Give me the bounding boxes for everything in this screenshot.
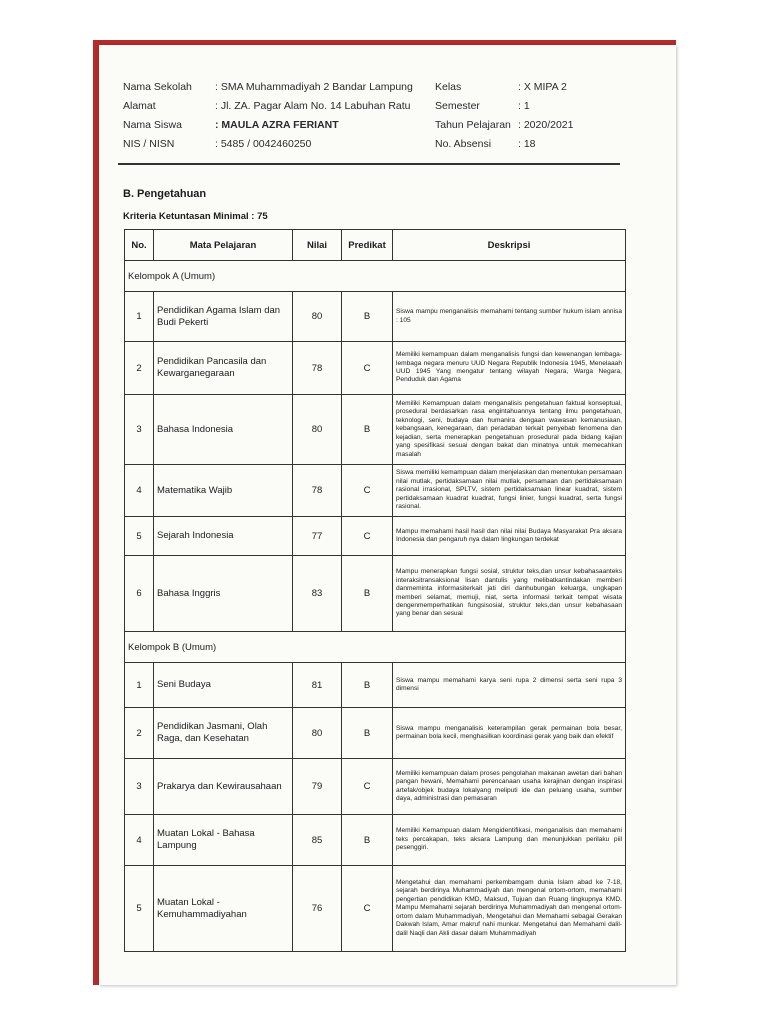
label-kelas: Kelas [435,81,462,93]
table-row [125,342,626,395]
grade: B [342,395,393,465]
table-row [125,815,626,866]
subject-name: Seni Budaya [154,663,293,708]
header-labels-right [435,78,511,154]
table-row [125,395,626,465]
grade: C [342,342,393,395]
header-values-right [518,78,573,154]
grade: B [342,663,393,708]
description: Memiliki Kemampuan dalam menganalisis pengetahuan faktual konseptual, prosedural berdasarkan rasa engintahuannya tentang ilmu pengetahuan, teknologi, seni, budaya dan humanira dengaan wawasan kemanusiaan, kebangsaan, kenegaraan, dan peradaban terkait penyebab fenomena dan kejadian, serta menerapkan pengetahuan prosedural pada bidang kajian yang spesifikasi sesuai dengan bakat dan minatnya untuk memecahkan masalah [393,395,626,465]
label-alamat: Alamat [123,100,156,112]
row-number: 5 [125,517,154,556]
col-predikat: Predikat [342,230,393,261]
group-row [125,261,626,292]
table-row [125,292,626,342]
description: Mengetahui dan memahami perkembamgam dunia Islam abad ke 7-18, sejarah berdirinya Muhammadiyah dan mengenal ortom-ortom, memahami pengertian pendidikan KMD, Maksud, Tujuan dan Ruang lingkupnya KMD. Mampu Memahami sejarah berdirinya Muhammadiyah dan mengenal ortom-ortom dalam Muhammadiyah, Mengetahui dan Memahami sebagai Gerakan Dakwah Islam, Amar makruf nahi munkar. Mengetahui dan Memahami dalil-dalil Naqli dan Akli dasar dalam Muhammadiyah [393,866,626,952]
table-row [125,866,626,952]
value-tahun: : 2020/2021 [518,119,574,131]
grade: B [342,815,393,866]
value-nama-siswa: : MAULA AZRA FERIANT [215,119,339,131]
group-row [125,632,626,663]
value-alamat: : Jl. ZA. Pagar Alam No. 14 Labuhan Ratu [215,100,411,112]
table-row [125,663,626,708]
section-title: B. Pengetahuan [123,188,207,200]
subject-name: Sejarah Indonesia [154,517,293,556]
score: 79 [293,759,342,815]
label-nama-sekolah: Nama Sekolah [123,81,192,93]
description: Mampu menerapkan fungsi sosial, struktur teks,dan unsur kebahasaanteks interaksitransaksional lisan dantulis yang melibatkantindakan memberi danmeminta informasiterkait jati diri danhubungan keluarga, ungkapan memberi selamat, memuji, niat, serta informasi terkait tempat wisata dengenmemperhatikan fungsisosial, struktur teks,dan unsur kebahasaan yang benar dan sesuai [393,556,626,632]
description: Memiliki Kemampuan dalam Mengidentifikasi, menganalisis dan memahami teks percakapan, teks aksara Lampung dan menunjukkan perilaku piil pesenggiri. [393,815,626,866]
row-number: 3 [125,759,154,815]
subject-name: Pendidikan Pancasila dan Kewarganegaraan [154,342,293,395]
row-number: 1 [125,292,154,342]
score: 78 [293,465,342,517]
label-semester: Semester [435,100,480,112]
score: 81 [293,663,342,708]
group-label: Kelompok B (Umum) [125,632,626,663]
table-row [125,556,626,632]
score: 83 [293,556,342,632]
description: Siswa memiliki kemampuan dalam menjelaskan dan menentukan persamaan nilai mutlak, pertidaksamaan nilai mutlak, persamaan dan pertidaksamaan rasional irrasional, SPLTV, sistem pertidaksamaan linear kuadrat, sistem pertidaksamaan kuadrat kuadrat, fungsi linier, fungsi kuadrat, serta fungsi rasional. [393,465,626,517]
grade: B [342,556,393,632]
description: Mampu memahami hasil hasil dan nilai nilai Budaya Masyarakat Pra aksara Indonesia dan pengaruh nya dalam lingkungan terdekat [393,517,626,556]
kkm-label: Kriteria Ketuntasan Minimal : 75 [123,211,268,222]
description: Siswa mampu menganalisis keterampilan gerak permainan bola besar, permainan bola kecil, menghasilkan koordinasi gerak yang baik dan efektif [393,708,626,759]
grade: C [342,759,393,815]
subject-name: Prakarya dan Kewirausahaan [154,759,293,815]
score: 85 [293,815,342,866]
description: Memiliki kemampuan dalam proses pengolahan makanan awetan dari bahan pangan hewani, Memahami perencanaan usaha kerajinan dengan inspirasi artefak/objek budaya lokalyang meliputi ide dan peluang usaha, sumber daya, administrasi dan pemasaran [393,759,626,815]
row-number: 4 [125,815,154,866]
score: 76 [293,866,342,952]
subject-name: Muatan Lokal - Bahasa Lampung [154,815,293,866]
table-row [125,708,626,759]
subject-name: Pendidikan Jasmani, Olah Raga, dan Kesehatan [154,708,293,759]
table-body [125,261,626,952]
description: Memiliki kemampuan dalam menganalisis fungsi dan kewenangan lembaga-lembaga negara menuru UUD Negara Republik Indonesia 1945, Menelaaah UUD 1945 Yang mengatur tentang wilayah Negara, Warga Negara, Penduduk dan Agama [393,342,626,395]
label-nama-siswa: Nama Siswa [123,119,182,131]
score: 80 [293,395,342,465]
col-no: No. [125,230,154,261]
label-tahun: Tahun Pelajaran [435,119,511,131]
grade: C [342,866,393,952]
group-label: Kelompok A (Umum) [125,261,626,292]
table-row [125,517,626,556]
table-row [125,759,626,815]
row-number: 4 [125,465,154,517]
score: 80 [293,292,342,342]
subject-name: Pendidikan Agama Islam dan Budi Pekerti [154,292,293,342]
value-nis: : 5485 / 0042460250 [215,138,312,150]
label-nis: NIS / NISN [123,138,175,150]
grade: C [342,517,393,556]
subject-name: Bahasa Inggris [154,556,293,632]
score: 78 [293,342,342,395]
header-divider [118,163,620,165]
value-kelas: : X MIPA 2 [518,81,567,93]
label-absensi: No. Absensi [435,138,492,150]
report-page [99,45,676,985]
grade: B [342,708,393,759]
grade: B [342,292,393,342]
header-values-left [215,78,413,154]
row-number: 5 [125,866,154,952]
description: Siswa mampu memahami karya seni rupa 2 dimensi serta seni rupa 3 dimensi [393,663,626,708]
table-header-row [125,230,626,261]
row-number: 2 [125,708,154,759]
subject-name: Matematika Wajib [154,465,293,517]
description: Siswa mampu menganalisis memahami tentang sumber hukum islam annisa : 105 [393,292,626,342]
row-number: 2 [125,342,154,395]
col-mata-pelajaran: Mata Pelajaran [154,230,293,261]
score: 77 [293,517,342,556]
value-semester: : 1 [518,100,530,112]
value-nama-sekolah: : SMA Muhammadiyah 2 Bandar Lampung [215,81,413,93]
grades-table [124,229,626,952]
subject-name: Bahasa Indonesia [154,395,293,465]
score: 80 [293,708,342,759]
row-number: 1 [125,663,154,708]
value-absensi: : 18 [518,138,536,150]
row-number: 6 [125,556,154,632]
subject-name: Muatan Lokal - Kemuhammadiyahan [154,866,293,952]
header-labels-left [123,78,192,154]
col-deskripsi: Deskripsi [393,230,626,261]
table-row [125,465,626,517]
grade: C [342,465,393,517]
row-number: 3 [125,395,154,465]
col-nilai: Nilai [293,230,342,261]
